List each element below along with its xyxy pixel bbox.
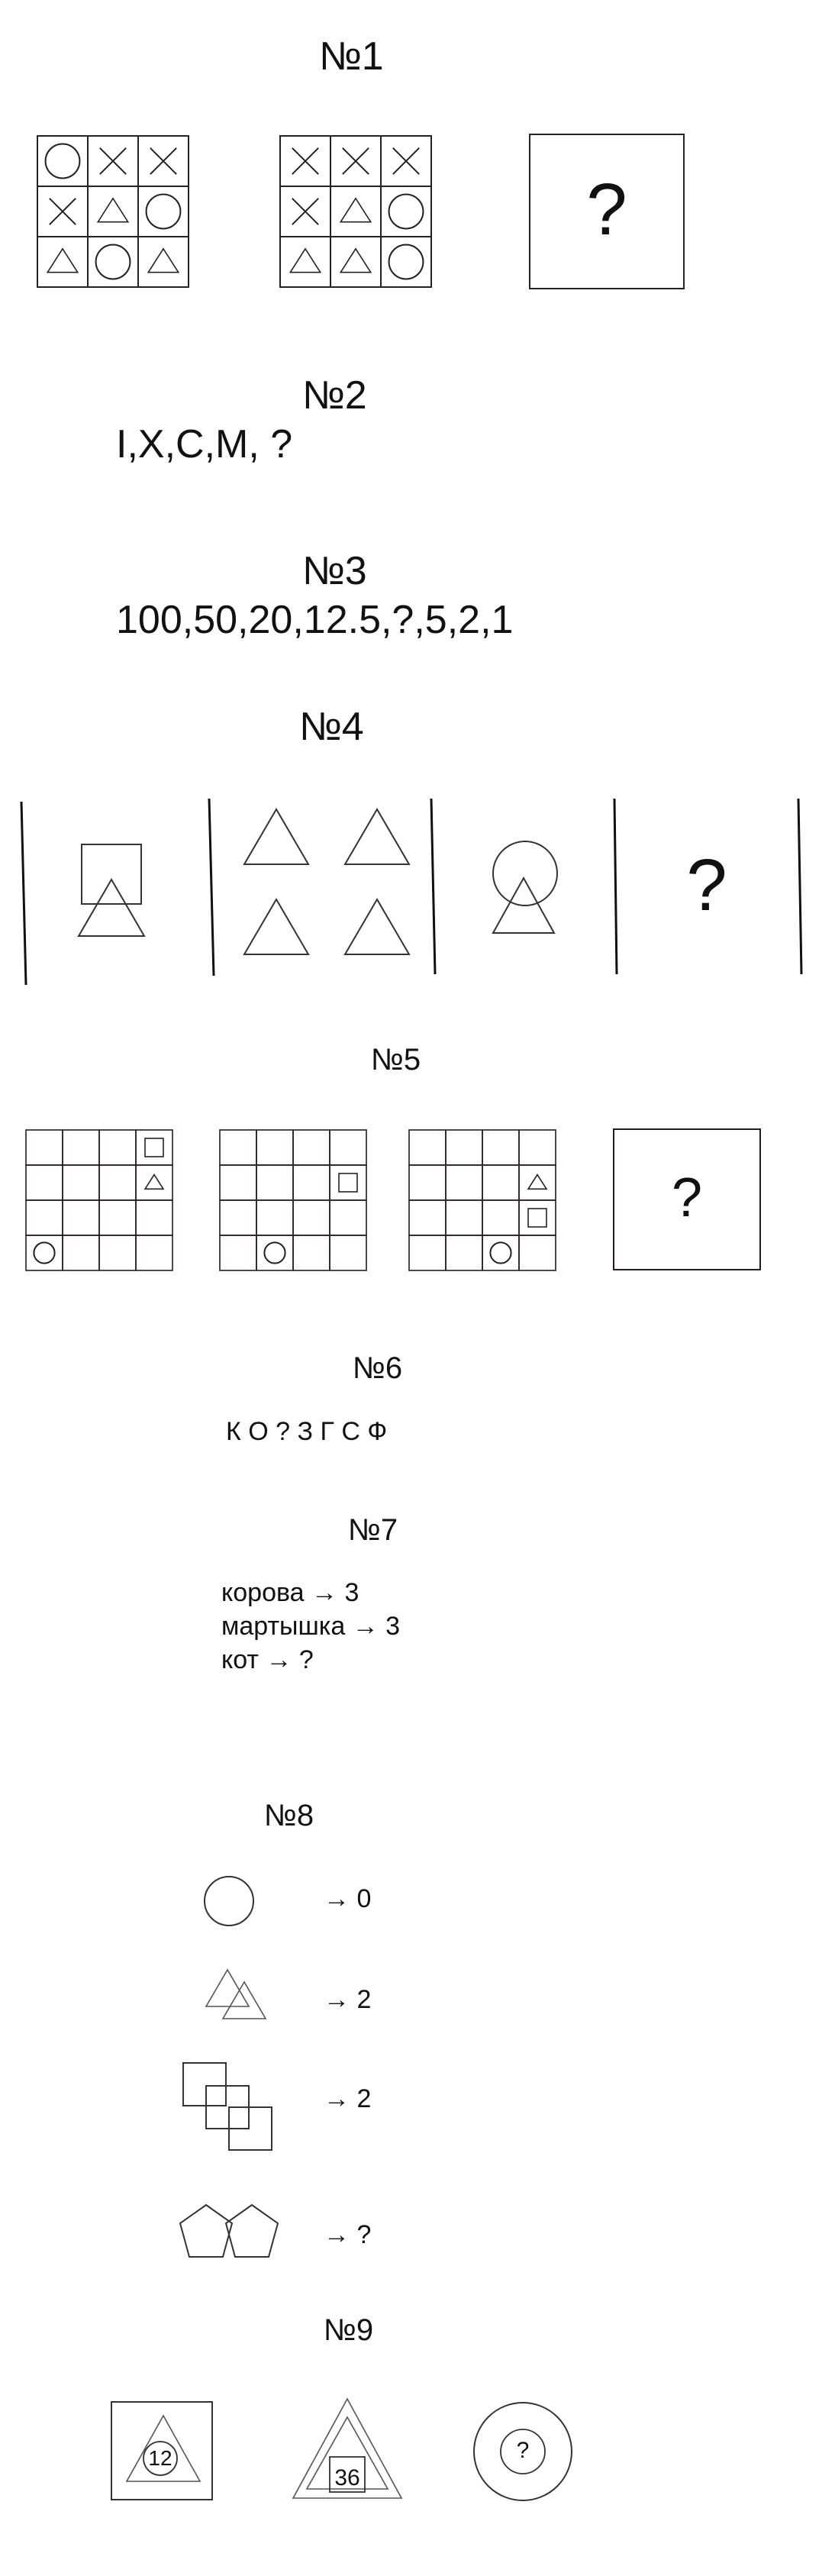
puzzle4-panel-3 [493, 841, 557, 933]
puzzle1-grid-a [35, 134, 191, 289]
grid-cell [519, 1235, 556, 1270]
triangle-icon [340, 249, 370, 273]
cross-icon [100, 148, 126, 174]
square-icon [528, 1209, 546, 1227]
grid-cell [330, 1130, 366, 1165]
puzzle9-value-1: 12 [148, 2446, 172, 2470]
grid-cell [26, 1165, 63, 1200]
grid-cell [220, 1130, 256, 1165]
grid-cell [482, 1130, 519, 1165]
puzzle5-grid-3 [408, 1128, 557, 1270]
grid-cell [446, 1200, 482, 1235]
grid-cell [482, 1200, 519, 1235]
puzzle6-title: №6 [353, 1351, 403, 1385]
square-icon [339, 1173, 357, 1192]
grid-cell [37, 237, 88, 287]
puzzle4-question-mark: ? [686, 844, 727, 926]
cross-icon [150, 148, 176, 174]
grid-cell [446, 1165, 482, 1200]
grid-cell [519, 1200, 556, 1235]
cross-icon [292, 199, 318, 224]
puzzle8-answer-4: → ? [324, 2220, 372, 2249]
grid-cell [330, 1235, 366, 1270]
grid-cell [136, 1235, 172, 1270]
puzzle9-title: №9 [324, 2313, 374, 2347]
grid-cell [220, 1235, 256, 1270]
grid-cell [63, 1165, 99, 1200]
puzzle8-answer-2: → 2 [324, 1985, 372, 2014]
grid-cell [519, 1165, 556, 1200]
grid-cell [99, 1165, 136, 1200]
puzzle7-lines [221, 1576, 400, 1677]
puzzle5-grid-1 [24, 1128, 174, 1270]
triangle-icon [290, 249, 320, 273]
puzzle9-value-2: 36 [334, 2465, 360, 2490]
puzzle8-three-squares-figure [180, 2060, 282, 2155]
puzzle7-line-2: мартышка → 3 [221, 1612, 401, 1641]
circle-icon [490, 1242, 511, 1263]
grid-cell [409, 1200, 446, 1235]
circle-icon [34, 1242, 54, 1263]
grid-cell [26, 1130, 63, 1165]
triangle-icon [340, 199, 370, 222]
grid-cell [330, 237, 381, 287]
circle-icon [264, 1242, 285, 1263]
grid-cell [409, 1130, 446, 1165]
grid-cell [280, 237, 330, 287]
grid-cell [138, 237, 189, 287]
cross-icon [292, 148, 318, 174]
puzzle3-sequence: 100,50,20,12.5,?,5,2,1 [116, 598, 514, 642]
puzzle9-value-3: ? [516, 2438, 530, 2463]
puzzle8-two-pentagons-figure [177, 2202, 284, 2266]
grid-cell [409, 1235, 446, 1270]
grid-cell [409, 1165, 446, 1200]
circle-icon [389, 195, 424, 229]
grid-cell [330, 186, 381, 237]
puzzle5-grid-2 [218, 1128, 368, 1270]
circle-icon [389, 245, 424, 279]
grid-cell [26, 1200, 63, 1235]
puzzle8-two-triangles-figure [201, 1967, 278, 2028]
puzzle1-question-mark: ? [586, 169, 627, 250]
grid-cell [330, 1165, 366, 1200]
grid-cell [63, 1235, 99, 1270]
puzzle6-sequence: К О ? З Г С Ф [226, 1417, 388, 1446]
grid-cell [519, 1130, 556, 1165]
cross-icon [343, 148, 369, 174]
grid-cell [293, 1130, 330, 1165]
puzzle5-title: №5 [371, 1043, 421, 1077]
circle-icon [147, 195, 181, 229]
grid-cell [482, 1165, 519, 1200]
circle-icon [46, 144, 80, 179]
puzzle4-panel-1 [79, 844, 144, 936]
grid-cell [99, 1130, 136, 1165]
puzzle2-title: №2 [302, 373, 367, 418]
grid-cell [26, 1235, 63, 1270]
cross-icon [393, 148, 419, 174]
grid-cell [63, 1200, 99, 1235]
puzzle4-panel-2 [244, 809, 409, 954]
square-icon [145, 1138, 163, 1157]
puzzle5-question-mark: ? [671, 1167, 703, 1228]
grid-cell [136, 1165, 172, 1200]
grid-cell [293, 1235, 330, 1270]
triangle-icon [98, 199, 127, 222]
grid-cell [136, 1200, 172, 1235]
puzzle2-sequence: I,X,C,M, ? [116, 422, 293, 466]
puzzle8-answer-1: → 0 [324, 1884, 372, 1913]
grid-cell [446, 1130, 482, 1165]
triangle-icon [47, 249, 77, 273]
grid-cell [99, 1235, 136, 1270]
puzzle8-title: №8 [264, 1799, 314, 1832]
grid-cell [256, 1165, 293, 1200]
grid-cell [99, 1200, 136, 1235]
puzzle8-circle-figure [198, 1871, 260, 1932]
puzzle7-line-1: корова → 3 [221, 1578, 359, 1607]
grid-cell [293, 1165, 330, 1200]
puzzle7-title: №7 [348, 1513, 398, 1547]
grid-cell [330, 1200, 366, 1235]
triangle-icon [145, 1175, 163, 1190]
grid-cell [220, 1200, 256, 1235]
puzzle1-grid-b [278, 134, 434, 289]
puzzle4-title: №4 [299, 705, 364, 749]
grid-cell [63, 1130, 99, 1165]
circle-icon [96, 245, 131, 279]
puzzle8-answer-3: → 2 [324, 2084, 372, 2113]
grid-cell [446, 1235, 482, 1270]
grid-cell [220, 1165, 256, 1200]
grid-cell [256, 1130, 293, 1165]
grid-cell [136, 1130, 172, 1165]
puzzle7-line-3: кот → ? [221, 1645, 314, 1674]
cross-icon [50, 199, 76, 224]
puzzle3-title: №3 [302, 549, 367, 593]
triangle-icon [148, 249, 178, 273]
grid-cell [88, 186, 138, 237]
grid-cell [293, 1200, 330, 1235]
grid-cell [256, 1200, 293, 1235]
grid-cell [482, 1235, 519, 1270]
grid-cell [256, 1235, 293, 1270]
triangle-icon [528, 1175, 546, 1190]
puzzle1-title: №1 [319, 34, 384, 79]
